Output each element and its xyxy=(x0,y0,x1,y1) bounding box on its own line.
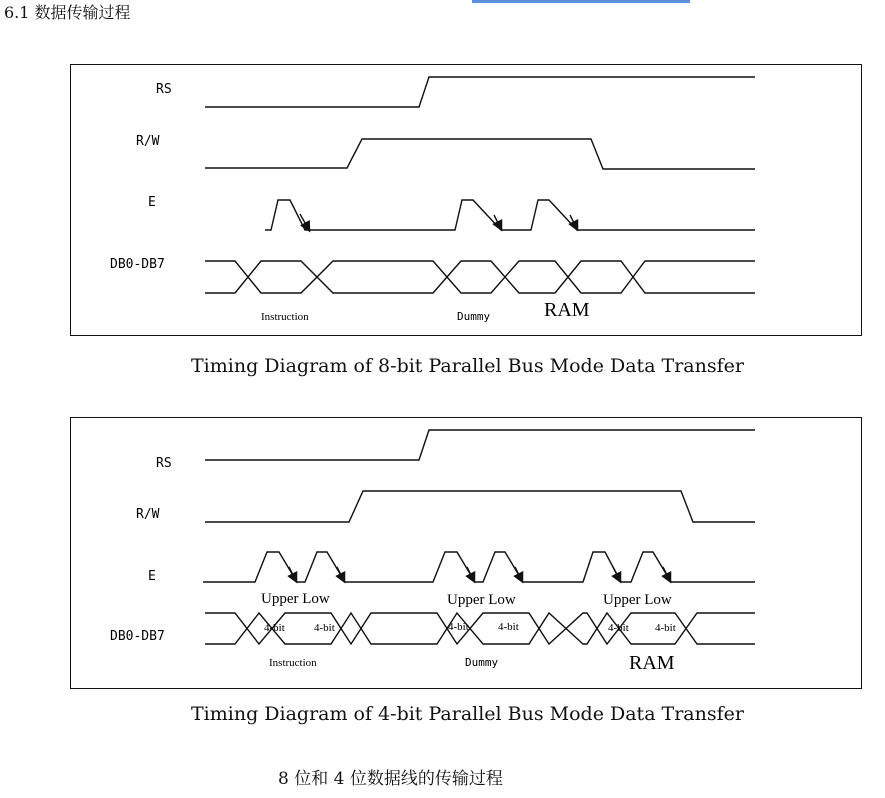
db-bus-lower xyxy=(205,261,755,293)
signal-label-db: DB0-DB7 xyxy=(110,257,165,272)
label-nibble: 4-bit xyxy=(498,621,519,633)
timing-svg-4bit xyxy=(71,418,861,688)
rw-waveform xyxy=(205,491,755,522)
signal-label-rs: RS xyxy=(156,456,172,471)
rw-waveform xyxy=(205,139,755,169)
signal-label-rw: R/W xyxy=(136,507,160,522)
blue-rule xyxy=(472,0,690,3)
signal-label-e: E xyxy=(148,195,156,210)
label-nibble: 4-bit xyxy=(608,622,629,634)
label-upper-low: Upper Low xyxy=(603,592,672,608)
e-waveform xyxy=(203,552,755,582)
signal-label-rw: R/W xyxy=(136,134,160,149)
label-instruction: Instruction xyxy=(261,311,309,323)
label-nibble: 4-bit xyxy=(264,622,285,634)
e-waveform xyxy=(265,200,755,230)
rs-waveform xyxy=(205,77,755,107)
signal-label-e: E xyxy=(148,569,156,584)
section-title: 6.1 数据传输过程 xyxy=(4,3,131,22)
caption-8bit: Timing Diagram of 8-bit Parallel Bus Mode Data Transfer xyxy=(191,355,744,377)
label-nibble: 4-bit xyxy=(655,622,676,634)
label-nibble: 4-bit xyxy=(448,621,469,633)
timing-diagram-4bit xyxy=(70,417,862,689)
signal-label-rs: RS xyxy=(156,82,172,97)
label-upper-low: Upper Low xyxy=(447,592,516,608)
timing-diagram-8bit xyxy=(70,64,862,336)
db-bus-upper xyxy=(205,261,755,293)
label-ram: RAM xyxy=(544,299,590,321)
caption-4bit: Timing Diagram of 4-bit Parallel Bus Mode Data Transfer xyxy=(191,703,744,725)
label-dummy: Dummy xyxy=(465,656,499,669)
signal-label-db: DB0-DB7 xyxy=(110,629,165,644)
label-nibble: 4-bit xyxy=(314,622,335,634)
label-instruction: Instruction xyxy=(269,657,317,669)
label-upper-low: Upper Low xyxy=(261,591,330,607)
label-dummy: Dummy xyxy=(457,310,491,323)
footer-caption: 8 位和 4 位数据线的传输过程 xyxy=(278,769,503,789)
rs-waveform xyxy=(205,430,755,460)
label-ram: RAM xyxy=(629,652,675,674)
timing-svg-8bit xyxy=(71,65,861,335)
